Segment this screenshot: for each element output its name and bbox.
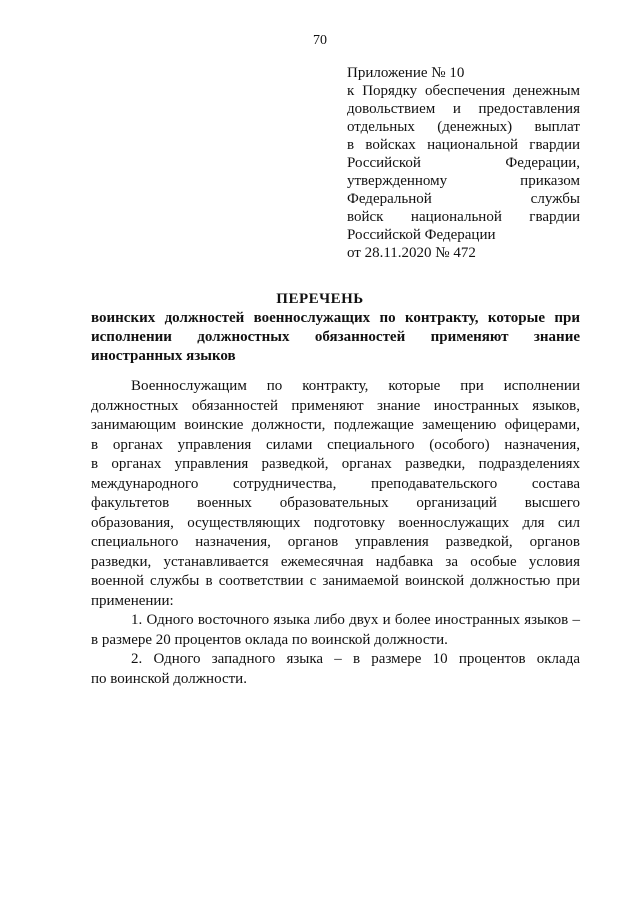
- body-line: военной службы в соответствии с занимаемой воинской должностью при: [91, 573, 580, 589]
- subtitle-line: иностранных языков: [91, 348, 236, 364]
- appendix-line: отдельных (денежных) выплат: [347, 119, 580, 135]
- appendix-line: в войсках национальной гвардии: [347, 137, 580, 153]
- body-line: факультетов военных образовательных организаций высшего: [91, 495, 580, 511]
- appendix-line: довольствием и предоставления: [347, 101, 580, 117]
- appendix-line: войск национальной гвардии: [347, 209, 580, 225]
- page-number: 70: [313, 33, 327, 48]
- body-line: должностных обязанностей применяют знание иностранных языков,: [91, 397, 580, 414]
- document-title: ПЕРЕЧЕНЬ: [276, 291, 364, 307]
- body-line: применении:: [91, 592, 174, 609]
- appendix-line: Российской Федерации: [347, 227, 496, 243]
- body-line: разведки, устанавливается ежемесячная надбавка за особые условия: [91, 553, 580, 570]
- body-line: образования, осуществляющих подготовку военнослужащих для сил: [91, 514, 580, 531]
- subtitle-line: воинских должностей военнослужащих по контракту, которые при: [91, 310, 580, 326]
- list-item-line: 2. Одного западного языка – в размере 10 процентов оклада: [131, 651, 580, 667]
- body-text: [91, 377, 580, 689]
- body-line: в органах управления силами специального (особого) назначения,: [91, 436, 580, 453]
- list-item-line: в размере 20 процентов оклада по воинской должности.: [91, 631, 448, 648]
- appendix-line: к Порядку обеспечения денежным: [347, 83, 580, 99]
- body-line: международного сотрудничества, преподавательского состава: [91, 475, 580, 492]
- appendix-line: Приложение № 10: [347, 65, 465, 81]
- body-line: Военнослужащим по контракту, которые при исполнении: [131, 378, 580, 394]
- body-line: занимающим воинские должности, подлежащие замещению офицерами,: [91, 417, 580, 433]
- appendix-line: Федеральной службы: [347, 191, 580, 207]
- document-subtitle: [91, 309, 580, 366]
- list-item-line: по воинской должности.: [91, 670, 247, 687]
- body-line: в органах управления разведкой, органах разведки, подразделениях: [91, 456, 580, 472]
- list-item-line: 1. Одного восточного языка либо двух и более иностранных языков –: [131, 612, 580, 628]
- body-line: специального назначения, органов управления разведкой, органов: [91, 534, 580, 550]
- appendix-header: [347, 64, 580, 262]
- appendix-line: утвержденному приказом: [347, 173, 580, 189]
- appendix-line: от 28.11.2020 № 472: [347, 245, 476, 261]
- appendix-line: Российской Федерации,: [347, 155, 580, 171]
- subtitle-line: исполнении должностных обязанностей применяют знание: [91, 329, 580, 345]
